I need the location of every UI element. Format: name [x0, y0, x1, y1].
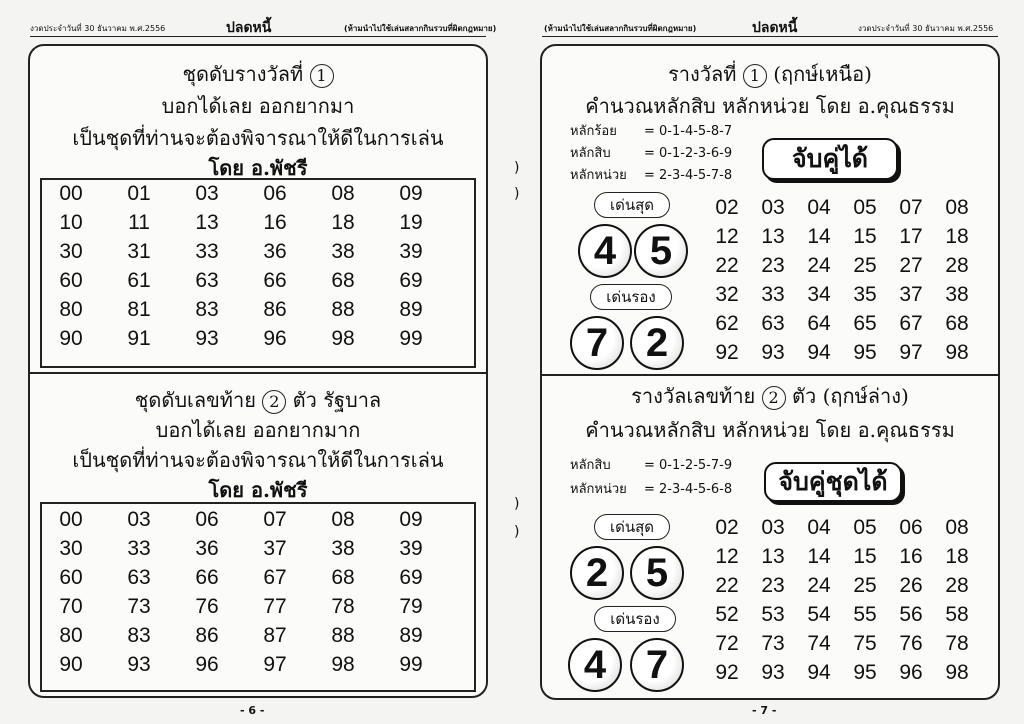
number-cell: 08	[945, 516, 969, 539]
number-cell: 28	[945, 574, 969, 597]
right-s2-title-num: 2	[762, 386, 786, 410]
number-cell: 03	[127, 508, 151, 531]
left-s1-line3: เป็นชุดที่ท่านจะต้องพิจารณาให้ดีในการเล่น	[72, 126, 444, 150]
right-s2-best-label: เด่นสุด	[594, 514, 670, 540]
left-s2-line2: บอกได้เลย ออกยากมาก	[155, 418, 361, 442]
number-cell: 69	[399, 566, 423, 589]
binding-mark: )	[514, 186, 520, 202]
number-cell: 54	[807, 603, 831, 626]
number-cell: 07	[899, 196, 923, 219]
number-cell: 60	[59, 269, 83, 292]
formula-line	[570, 164, 732, 185]
number-cell: 68	[331, 566, 355, 589]
number-cell: 09	[399, 182, 423, 205]
number-cell: 72	[715, 632, 739, 655]
right-s1-title-post: (ฤกษ์เหนือ)	[773, 62, 872, 86]
number-cell: 05	[853, 196, 877, 219]
formula-line	[570, 454, 732, 475]
number-cell: 02	[715, 196, 739, 219]
number-cell: 73	[127, 595, 151, 618]
right-header-rule	[542, 36, 998, 37]
binding-mark: )	[514, 496, 520, 512]
right-s1-best-digit-2: 5	[634, 224, 688, 278]
number-cell: 81	[127, 298, 151, 321]
number-cell: 87	[263, 624, 287, 647]
number-cell: 31	[127, 240, 151, 263]
number-cell: 17	[899, 225, 923, 248]
number-cell: 16	[263, 211, 287, 234]
number-cell: 36	[263, 240, 287, 263]
right-s1-second-label: เด่นรอง	[590, 284, 672, 310]
number-cell: 38	[945, 283, 969, 306]
left-s1-title-text: ชุดดับรางวัลที่	[182, 62, 304, 86]
number-cell: 83	[195, 298, 219, 321]
right-section-divider	[542, 374, 998, 376]
number-cell: 94	[807, 341, 831, 364]
right-header-date: งวดประจำวันที่ 30 ธันวาคม พ.ศ.2556	[858, 24, 994, 33]
number-cell: 37	[263, 537, 287, 560]
number-cell: 18	[945, 225, 969, 248]
number-cell: 00	[59, 182, 83, 205]
right-panel	[540, 44, 1000, 700]
number-cell: 53	[761, 603, 785, 626]
left-s2-author: โดย อ.พัชรี	[208, 478, 308, 502]
number-cell: 15	[853, 545, 877, 568]
number-cell: 03	[195, 182, 219, 205]
formula-value: = 0-1-2-5-7-9	[644, 458, 733, 473]
number-cell: 13	[195, 211, 219, 234]
right-s1-second-digit-2: 2	[630, 316, 684, 370]
left-section-divider	[30, 372, 486, 374]
number-cell: 60	[59, 566, 83, 589]
right-s1-best-label: เด่นสุด	[594, 192, 670, 218]
number-cell: 18	[331, 211, 355, 234]
number-cell: 22	[715, 254, 739, 277]
number-cell: 97	[263, 653, 287, 676]
left-s1-title	[30, 58, 486, 90]
number-cell: 98	[331, 653, 355, 676]
number-cell: 78	[331, 595, 355, 618]
formula-line	[570, 478, 732, 499]
left-header-note: (ห้ามนำไปใช้เล่นสลากกินรวบที่ผิดกฎหมาย)	[344, 24, 497, 33]
number-cell: 80	[59, 624, 83, 647]
number-cell: 33	[195, 240, 219, 263]
number-cell: 38	[331, 537, 355, 560]
left-s1-line2: บอกได้เลย ออกยากมา	[161, 94, 355, 118]
formula-label: หลักสิบ	[570, 458, 611, 473]
number-cell: 39	[399, 537, 423, 560]
number-cell: 92	[715, 661, 739, 684]
number-cell: 18	[945, 545, 969, 568]
number-cell: 93	[761, 341, 785, 364]
number-cell: 67	[263, 566, 287, 589]
number-cell: 03	[761, 516, 785, 539]
formula-value: = 2-3-4-5-7-8	[644, 168, 733, 183]
right-s1-subtitle: คำนวณหลักสิบ หลักหน่วย โดย อ.คุณธรรม	[585, 94, 955, 118]
number-cell: 92	[715, 341, 739, 364]
number-cell: 63	[127, 566, 151, 589]
right-s2-best-digit-2: 5	[630, 546, 684, 600]
right-header-note: (ห้ามนำไปใช้เล่นสลากกินรวบที่ผิดกฎหมาย)	[544, 24, 697, 33]
number-cell: 08	[945, 196, 969, 219]
number-cell: 95	[853, 661, 877, 684]
left-page-number: - 6 -	[240, 704, 265, 717]
number-cell: 63	[761, 312, 785, 335]
number-cell: 23	[761, 254, 785, 277]
right-s2-title-pre: รางวัลเลขท้าย	[631, 384, 756, 408]
number-cell: 05	[853, 516, 877, 539]
formula-value: = 2-3-4-5-6-8	[644, 482, 733, 497]
number-cell: 27	[899, 254, 923, 277]
formula-label: หลักหน่วย	[570, 168, 627, 183]
number-cell: 30	[59, 240, 83, 263]
number-cell: 83	[127, 624, 151, 647]
binding-mark: )	[514, 524, 520, 540]
number-cell: 13	[761, 545, 785, 568]
number-cell: 10	[59, 211, 83, 234]
formula-value: = 0-1-2-3-6-9	[644, 146, 733, 161]
number-cell: 86	[195, 624, 219, 647]
number-cell: 00	[59, 508, 83, 531]
number-cell: 24	[807, 574, 831, 597]
number-cell: 70	[59, 595, 83, 618]
right-s1-stamp: จับคู่ได้	[762, 138, 898, 180]
number-cell: 03	[761, 196, 785, 219]
number-cell: 98	[945, 341, 969, 364]
formula-line	[570, 142, 732, 163]
number-cell: 77	[263, 595, 287, 618]
number-cell: 61	[127, 269, 151, 292]
number-cell: 93	[195, 327, 219, 350]
number-cell: 12	[715, 225, 739, 248]
number-cell: 06	[899, 516, 923, 539]
number-cell: 30	[59, 537, 83, 560]
number-cell: 80	[59, 298, 83, 321]
number-cell: 11	[128, 211, 150, 234]
number-cell: 23	[761, 574, 785, 597]
formula-line	[570, 120, 732, 141]
number-cell: 88	[331, 624, 355, 647]
left-header-rule	[30, 36, 486, 37]
number-cell: 07	[263, 508, 287, 531]
formula-label: หลักสิบ	[570, 146, 611, 161]
number-cell: 06	[263, 182, 287, 205]
right-s1-best-digit-1: 4	[578, 224, 632, 278]
number-cell: 14	[807, 545, 831, 568]
right-s2-stamp: จับคู่ชุดได้	[764, 462, 902, 502]
left-panel	[28, 44, 488, 698]
number-cell: 06	[195, 508, 219, 531]
right-s2-second-digit-2: 7	[630, 638, 684, 692]
left-s2-title-suffix: ตัว รัฐบาล	[292, 388, 382, 412]
right-header-title: ปลดหนี้	[752, 20, 798, 36]
number-cell: 37	[899, 283, 923, 306]
left-s2-title-num: 2	[262, 390, 286, 414]
number-cell: 78	[945, 632, 969, 655]
right-s2-title-post: ตัว (ฤกษ์ล่าง)	[792, 384, 909, 408]
number-cell: 12	[715, 545, 739, 568]
right-s2-subtitle: คำนวณหลักสิบ หลักหน่วย โดย อ.คุณธรรม	[585, 418, 955, 442]
number-cell: 16	[899, 545, 923, 568]
right-s2-best-digit-1: 2	[570, 546, 624, 600]
number-cell: 76	[195, 595, 219, 618]
number-cell: 55	[853, 603, 877, 626]
number-cell: 52	[715, 603, 739, 626]
number-cell: 56	[899, 603, 923, 626]
number-cell: 09	[399, 508, 423, 531]
right-s1-title-pre: รางวัลที่	[668, 62, 737, 86]
number-cell: 58	[945, 603, 969, 626]
number-cell: 34	[807, 283, 831, 306]
formula-label: หลักร้อย	[570, 124, 617, 139]
number-cell: 96	[899, 661, 923, 684]
number-cell: 95	[853, 341, 877, 364]
right-s2-second-label: เด่นรอง	[594, 606, 676, 632]
left-s1-title-num: 1	[310, 64, 334, 88]
number-cell: 91	[127, 327, 151, 350]
right-s2-title	[542, 380, 998, 412]
number-cell: 28	[945, 254, 969, 277]
number-cell: 97	[899, 341, 923, 364]
left-header-date: งวดประจำวันที่ 30 ธันวาคม พ.ศ.2556	[30, 24, 166, 33]
left-s1-author: โดย อ.พัชรี	[208, 156, 308, 180]
right-s1-title-num: 1	[743, 64, 767, 88]
number-cell: 14	[807, 225, 831, 248]
left-s2-title-text: ชุดดับเลขท้าย	[134, 388, 256, 412]
number-cell: 04	[807, 516, 831, 539]
number-cell: 73	[761, 632, 785, 655]
number-cell: 24	[807, 254, 831, 277]
number-cell: 89	[399, 624, 423, 647]
left-s2-line3: เป็นชุดที่ท่านจะต้องพิจารณาให้ดีในการเล่น	[72, 448, 444, 472]
number-cell: 68	[945, 312, 969, 335]
number-cell: 33	[761, 283, 785, 306]
number-cell: 36	[195, 537, 219, 560]
number-cell: 38	[331, 240, 355, 263]
number-cell: 66	[195, 566, 219, 589]
number-cell: 98	[331, 327, 355, 350]
number-cell: 04	[807, 196, 831, 219]
number-cell: 98	[945, 661, 969, 684]
number-cell: 63	[195, 269, 219, 292]
left-header-title: ปลดหนี้	[226, 20, 272, 36]
number-cell: 93	[127, 653, 151, 676]
formula-value: = 0-1-4-5-8-7	[644, 124, 733, 139]
number-cell: 96	[195, 653, 219, 676]
number-cell: 69	[399, 269, 423, 292]
number-cell: 67	[899, 312, 923, 335]
number-cell: 08	[331, 508, 355, 531]
number-cell: 65	[853, 312, 877, 335]
number-cell: 19	[399, 211, 423, 234]
number-cell: 08	[331, 182, 355, 205]
number-cell: 25	[853, 254, 877, 277]
number-cell: 99	[399, 653, 423, 676]
number-cell: 90	[59, 327, 83, 350]
number-cell: 64	[807, 312, 831, 335]
number-cell: 93	[761, 661, 785, 684]
right-s1-title	[542, 58, 998, 90]
number-cell: 99	[399, 327, 423, 350]
number-cell: 32	[715, 283, 739, 306]
number-cell: 13	[761, 225, 785, 248]
number-cell: 89	[399, 298, 423, 321]
number-cell: 96	[263, 327, 287, 350]
number-cell: 74	[807, 632, 831, 655]
number-cell: 76	[899, 632, 923, 655]
number-cell: 01	[127, 182, 151, 205]
number-cell: 39	[399, 240, 423, 263]
left-s2-title	[30, 384, 486, 416]
right-page-number: - 7 -	[752, 704, 777, 717]
number-cell: 02	[715, 516, 739, 539]
number-cell: 79	[399, 595, 423, 618]
right-s2-second-digit-1: 4	[568, 638, 622, 692]
number-cell: 15	[853, 225, 877, 248]
number-cell: 75	[853, 632, 877, 655]
number-cell: 88	[331, 298, 355, 321]
number-cell: 94	[807, 661, 831, 684]
number-cell: 86	[263, 298, 287, 321]
binding-mark: )	[514, 160, 520, 176]
number-cell: 35	[853, 283, 877, 306]
number-cell: 68	[331, 269, 355, 292]
number-cell: 25	[853, 574, 877, 597]
number-cell: 90	[59, 653, 83, 676]
formula-label: หลักหน่วย	[570, 482, 627, 497]
right-s1-second-digit-1: 7	[570, 316, 624, 370]
number-cell: 66	[263, 269, 287, 292]
number-cell: 62	[715, 312, 739, 335]
number-cell: 26	[899, 574, 923, 597]
number-cell: 22	[715, 574, 739, 597]
number-cell: 33	[127, 537, 151, 560]
